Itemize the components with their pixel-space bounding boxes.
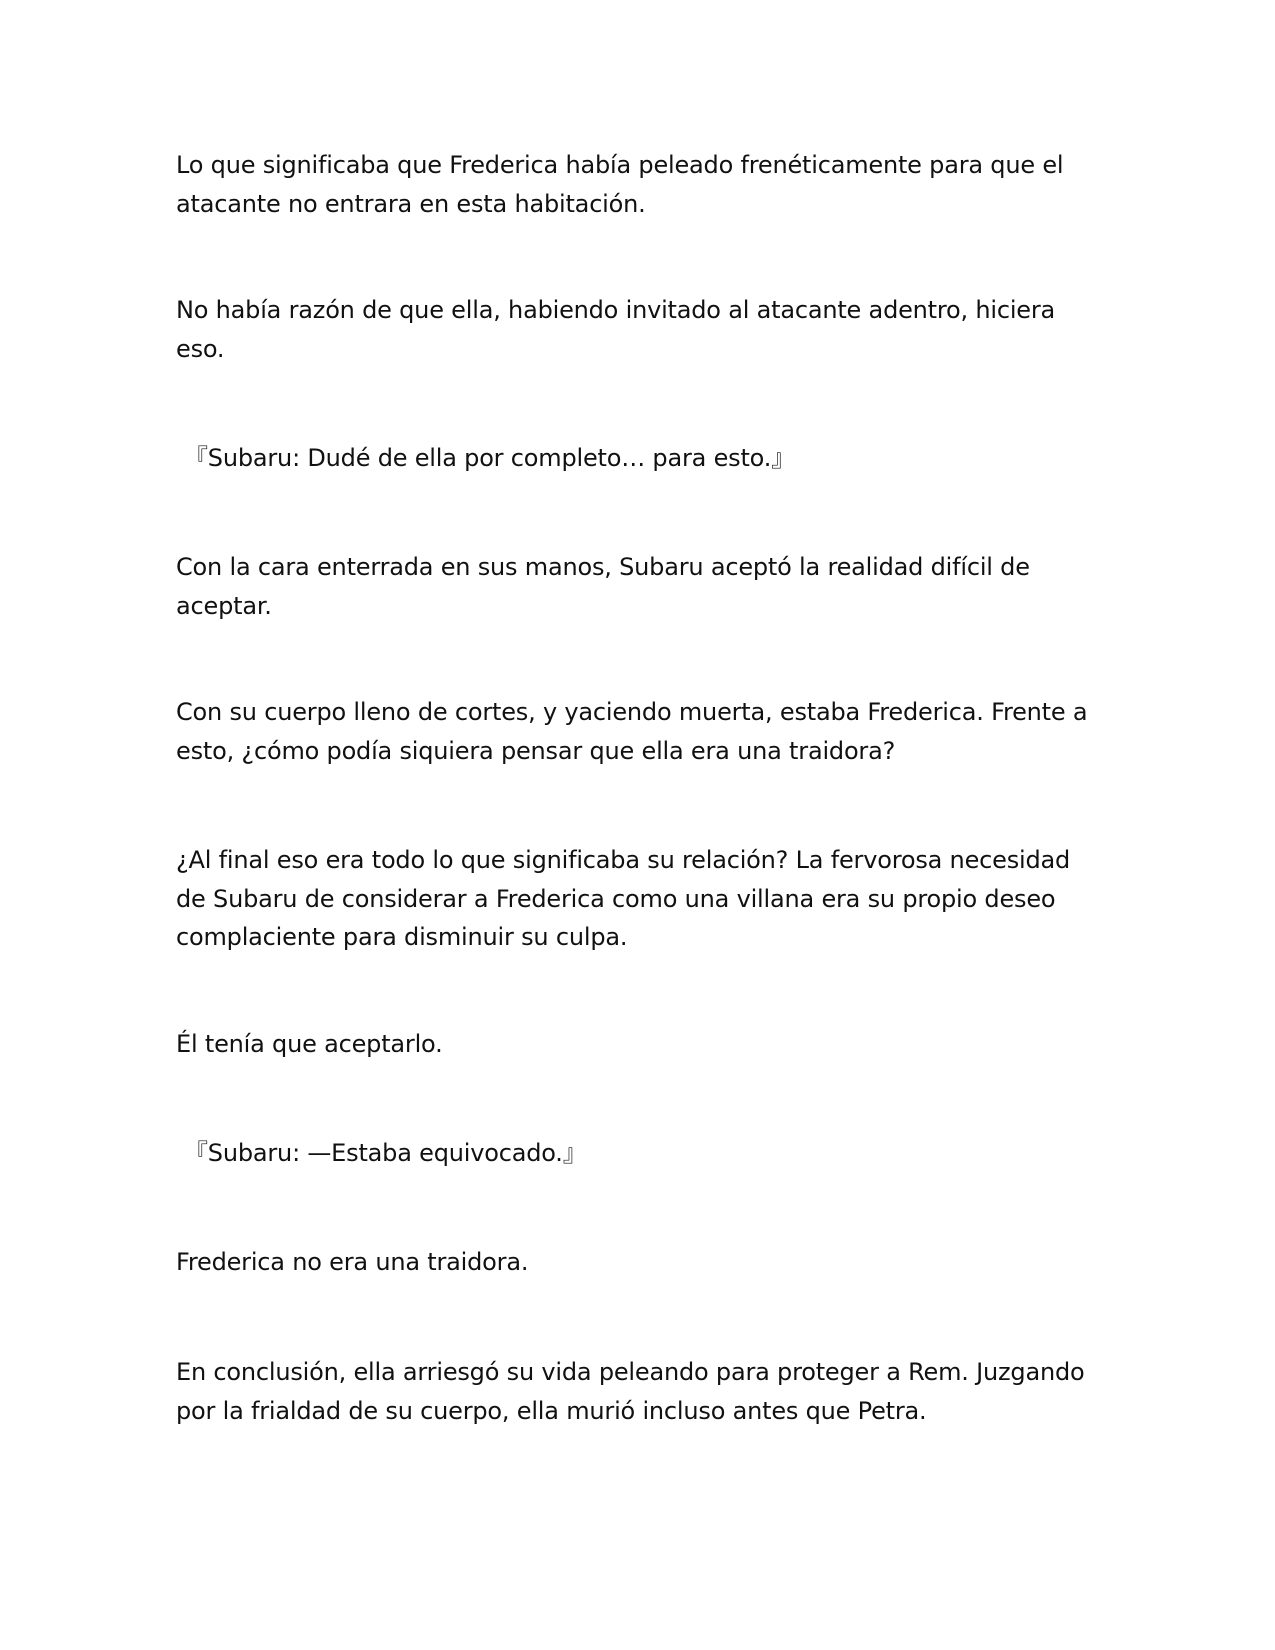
paragraph-7: Frederica no era una traidora. [176, 1248, 529, 1276]
paragraph-2: No había razón de que ella, habiendo invitado al atacante adentro, hiciera eso. [176, 296, 1056, 363]
paragraph-8: En conclusión, ella arriesgó su vida peleando para proteger a Rem. Juzgando por la frialdad de su cuerpo, ella murió incluso antes que Petra. [176, 1358, 1085, 1425]
dialogue-line-2: 『Subaru: —Estaba equivocado.』 [184, 1139, 587, 1167]
paragraph-5: ¿Al final eso era todo lo que significaba su relación? La fervorosa necesidad de Subaru de considerar a Frederica como una villana era su propio deseo complaciente para disminuir su culpa. [176, 846, 1071, 951]
dialogue-line-1: 『Subaru: Dudé de ella por completo… para esto.』 [184, 444, 795, 472]
paragraph-3: Con la cara enterrada en sus manos, Subaru aceptó la realidad difícil de aceptar. [176, 553, 1030, 620]
paragraph-4: Con su cuerpo lleno de cortes, y yaciendo muerta, estaba Frederica. Frente a esto, ¿cómo podía siquiera pensar que ella era una traidora? [176, 698, 1088, 765]
paragraph-6: Él tenía que aceptarlo. [176, 1030, 443, 1058]
paragraph-1: Lo que significaba que Frederica había peleado frenéticamente para que el atacante no entrara en esta habitación. [176, 151, 1064, 218]
